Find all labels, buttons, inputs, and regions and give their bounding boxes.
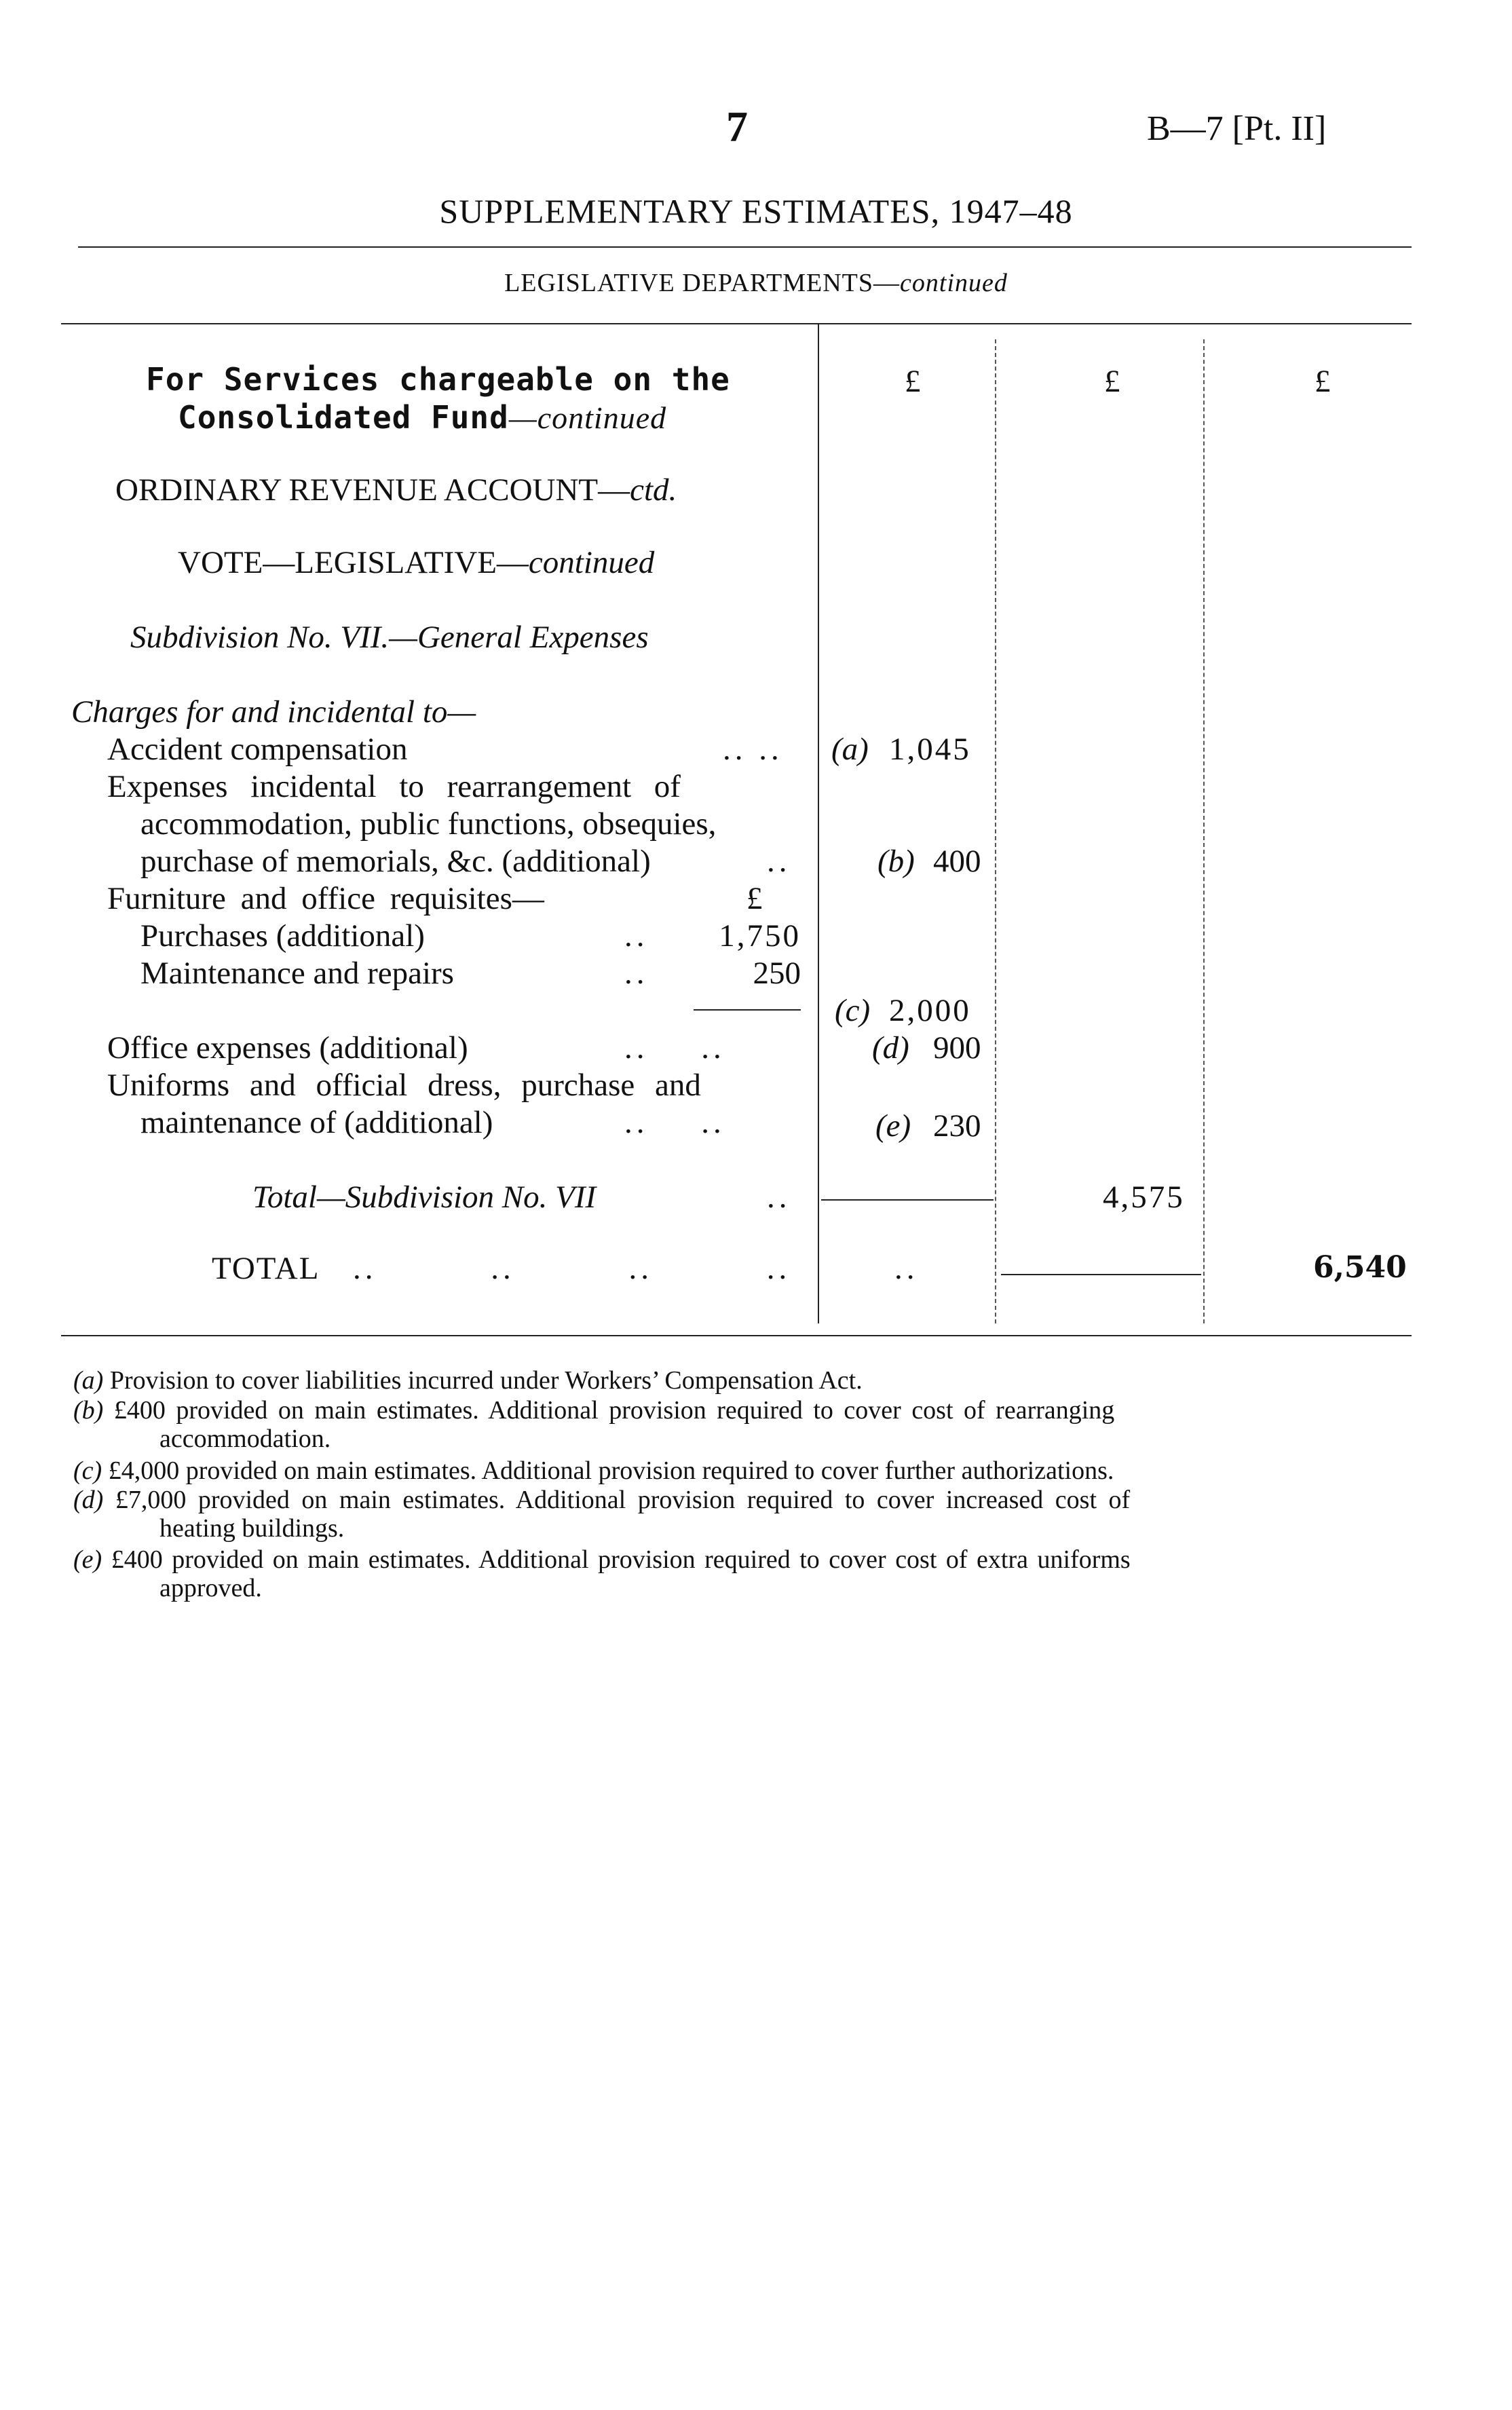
- vote-heading: VOTE—LEGISLATIVE—continued: [178, 545, 655, 580]
- section-subtitle: LEGISLATIVE DEPARTMENTS—continued: [504, 269, 1008, 297]
- grand-total-amount: 6,540: [1313, 1250, 1407, 1285]
- row-expenses-dots: ..: [767, 844, 791, 879]
- col1-unit: £: [905, 364, 921, 399]
- sub-row-purchases-dots: ..: [624, 918, 649, 954]
- row-office-label: Office expenses (additional): [107, 1030, 468, 1066]
- sub-row-purchases-label: Purchases (additional): [140, 918, 425, 954]
- services-heading-line1: For Services chargeable on the: [146, 361, 730, 398]
- subdivision-heading: Subdivision No. VII.—General Expenses: [130, 620, 649, 655]
- footnote-a: (a) Provision to cover liabilities incurred under Workers’ Compensation Act.: [73, 1366, 863, 1395]
- grand-total-col1-dots: ..: [894, 1251, 919, 1286]
- row-expenses-ref: (b): [877, 844, 915, 879]
- footnote-e: (e) £400 provided on main estimates. Additional provision required to cover cost of extra uniforms: [73, 1545, 1131, 1574]
- footnote-b-cont: accommodation.: [159, 1425, 331, 1453]
- sub-row-maintenance-dots: ..: [624, 956, 649, 991]
- col1-total-rule: [821, 1199, 994, 1201]
- column-divider-2: [995, 339, 996, 1323]
- table-bottom-rule: [61, 1335, 1412, 1336]
- sub-row-maintenance-value: 250: [753, 956, 801, 991]
- row-furniture-label: Furniture and office requisites—: [107, 881, 544, 916]
- furniture-sum-rule: [694, 1009, 801, 1011]
- title-rule: [78, 246, 1412, 248]
- row-uniforms-line2: maintenance of (additional): [140, 1105, 493, 1140]
- ordinary-revenue-heading: ORDINARY REVENUE ACCOUNT—ctd.: [115, 472, 677, 508]
- footnote-b: (b) £400 provided on main estimates. Additional provision required to cover cost of rearranging: [73, 1396, 1115, 1425]
- row-uniforms-ref: (e): [875, 1108, 911, 1144]
- charges-heading: Charges for and incidental to—: [71, 694, 476, 730]
- footnote-d: (d) £7,000 provided on main estimates. Additional provision required to cover increased cost of: [73, 1486, 1131, 1514]
- row-expenses-amount: 400: [933, 844, 981, 879]
- column-divider-3: [1203, 339, 1205, 1323]
- total-subdivision-dots: ..: [767, 1180, 791, 1215]
- col3-unit: £: [1315, 364, 1331, 399]
- row-expenses-line1: Expenses incidental to rearrangement of: [107, 769, 681, 804]
- row-uniforms-dots: .. ..: [624, 1105, 725, 1140]
- row-expenses-line2: accommodation, public functions, obsequies,: [140, 806, 717, 842]
- sub-row-maintenance-label: Maintenance and repairs: [140, 956, 454, 991]
- sub-row-purchases-value: 1,750: [719, 918, 801, 954]
- page-title: SUPPLEMENTARY ESTIMATES, 1947–48: [439, 192, 1073, 230]
- grand-total-label: TOTAL: [212, 1251, 320, 1286]
- services-heading-line2: Consolidated Fund—continued: [178, 399, 667, 436]
- row-accident-label: Accident compensation: [107, 732, 408, 767]
- row-office-ref: (d): [872, 1030, 909, 1066]
- footnote-e-cont: approved.: [159, 1574, 262, 1602]
- row-uniforms-line1: Uniforms and official dress, purchase and: [107, 1068, 701, 1103]
- total-subdivision-label: Total—Subdivision No. VII: [252, 1180, 597, 1215]
- grand-total-dots: .. .. .. ..: [353, 1251, 791, 1286]
- furniture-ref: (c): [835, 993, 871, 1028]
- row-office-dots: .. ..: [624, 1030, 725, 1066]
- footnote-c: (c) £4,000 provided on main estimates. Additional provision required to cover further authorizations.: [73, 1456, 1114, 1485]
- page-number: 7: [726, 102, 748, 151]
- total-subdivision-amount: 4,575: [1103, 1180, 1185, 1215]
- row-office-amount: 900: [933, 1030, 981, 1066]
- footnote-d-cont: heating buildings.: [159, 1514, 345, 1543]
- row-uniforms-amount: 230: [933, 1108, 981, 1144]
- column-divider-1: [818, 324, 819, 1323]
- row-expenses-line3: purchase of memorials, &c. (additional): [140, 844, 651, 879]
- col2-unit: £: [1104, 364, 1120, 399]
- furniture-unit: £: [746, 881, 763, 916]
- row-accident-dots: .. ..: [723, 732, 783, 767]
- furniture-amount: 2,000: [889, 993, 971, 1028]
- page-reference: B—7 [Pt. II]: [1147, 109, 1327, 148]
- row-accident-ref: (a): [831, 732, 869, 767]
- col2-total-rule: [1001, 1274, 1201, 1275]
- table-top-rule: [61, 323, 1412, 324]
- row-accident-amount: 1,045: [889, 732, 971, 767]
